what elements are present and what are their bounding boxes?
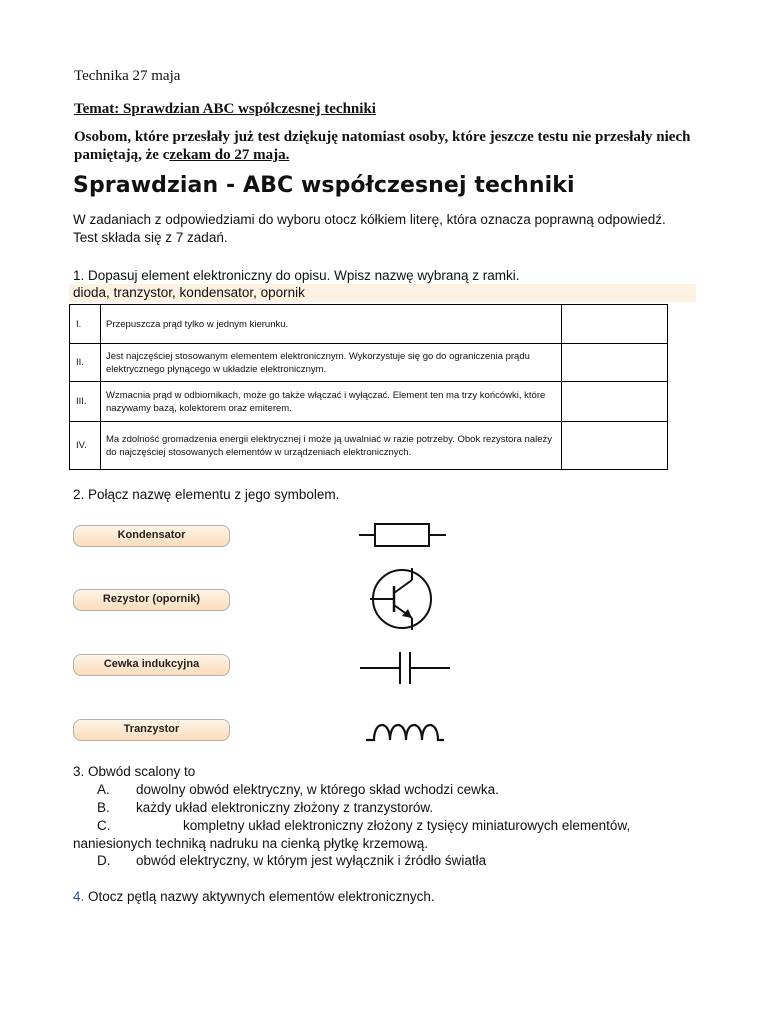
capacitor-symbol-icon[interactable] <box>358 648 452 688</box>
option-d[interactable] <box>73 852 486 870</box>
table-row <box>70 344 668 382</box>
task1-table <box>69 304 668 470</box>
name-tranzystor[interactable]: Tranzystor <box>73 719 230 741</box>
option-text: kompletny układ elektroniczny złożony z tysięcy miniaturowych elementów, <box>183 818 631 833</box>
date-line: Technika 27 maja <box>74 68 181 84</box>
name-cewka[interactable]: Cewka indukcyjna <box>73 654 230 676</box>
name-rezystor[interactable]: Rezystor (opornik) <box>73 589 230 611</box>
notice-text: Osobom, które przesłały już test dziękuję natomiast osoby, które jeszcze testu nie przesłały niech pamiętają, że c <box>74 129 691 163</box>
test-title: Sprawdzian - ABC współczesnej techniki <box>73 173 575 198</box>
table-row <box>70 422 668 470</box>
task2-question: 2. Połącz nazwę elementu z jego symbolem. <box>73 487 340 502</box>
notice-deadline: zekam do 27 maja. <box>169 147 290 163</box>
option-letter: B. <box>97 800 110 815</box>
option-c[interactable] <box>73 817 630 835</box>
lesson-topic: Temat: Sprawdzian ABC współczesnej techniki <box>74 101 376 117</box>
answer-cell[interactable] <box>562 305 668 344</box>
test-instructions: W zadaniach z odpowiedziami do wyboru otocz kółkiem literę, która oznacza poprawną odpowiedź. Test składa się z 7 zadań. <box>73 212 666 245</box>
row-number: III. <box>70 382 101 422</box>
resistor-symbol-icon[interactable] <box>355 518 450 552</box>
row-number: I. <box>70 305 101 344</box>
row-description: Wzmacnia prąd w odbiornikach, może go także włączać i wyłączać. Element ten ma trzy końcówki, które nazywamy bazą, kolektorem oraz emiterem. <box>101 382 562 422</box>
answer-cell[interactable] <box>562 382 668 422</box>
answer-cell[interactable] <box>562 422 668 470</box>
option-b[interactable] <box>73 799 433 817</box>
task3-question: 3. Obwód scalony to <box>73 764 196 779</box>
answer-cell[interactable] <box>562 344 668 382</box>
option-letter: A. <box>97 782 110 797</box>
table-row <box>70 382 668 422</box>
option-text: dowolny obwód elektryczny, w którego skład wchodzi cewka. <box>136 782 499 797</box>
option-c-continuation: naniesionych techniką nadruku na cienką płytkę krzemową. <box>73 836 428 851</box>
row-number: II. <box>70 344 101 382</box>
option-text: obwód elektryczny, w którym jest wyłącznik i źródło światła <box>136 853 487 868</box>
teacher-notice <box>74 128 694 164</box>
row-description: Jest najczęściej stosowanym elementem elektronicznym. Wykorzystuje się go do ograniczenia prądu elektrycznego płynącego w układzie elektronicznym. <box>101 344 562 382</box>
task1-word-bank: dioda, tranzystor, kondensator, opornik <box>69 284 696 302</box>
row-number: IV. <box>70 422 101 470</box>
row-description: Ma zdolność gromadzenia energii elektrycznej i może ją uwalniać w razie potrzeby. Obok rezystora należy do najczęściej stosowanych elementów w urządzeniach elektronicznych. <box>101 422 562 470</box>
transistor-symbol-icon[interactable] <box>364 566 436 632</box>
task4-text: Otocz pętlą nazwy aktywnych elementów elektronicznych. <box>88 889 435 904</box>
table-row <box>70 305 668 344</box>
option-a[interactable] <box>73 781 499 799</box>
option-letter: C. <box>97 818 111 833</box>
task4-question <box>73 889 435 904</box>
task4-number: 4. <box>73 889 85 904</box>
row-description: Przepuszcza prąd tylko w jednym kierunku. <box>101 305 562 344</box>
name-kondensator[interactable]: Kondensator <box>73 525 230 547</box>
option-text: każdy układ elektroniczny złożony z tranzystorów. <box>136 800 434 815</box>
inductor-symbol-icon[interactable] <box>364 716 446 744</box>
task1-question: 1. Dopasuj element elektroniczny do opisu. Wpisz nazwę wybraną z ramki. <box>73 268 520 283</box>
option-letter: D. <box>97 853 111 868</box>
